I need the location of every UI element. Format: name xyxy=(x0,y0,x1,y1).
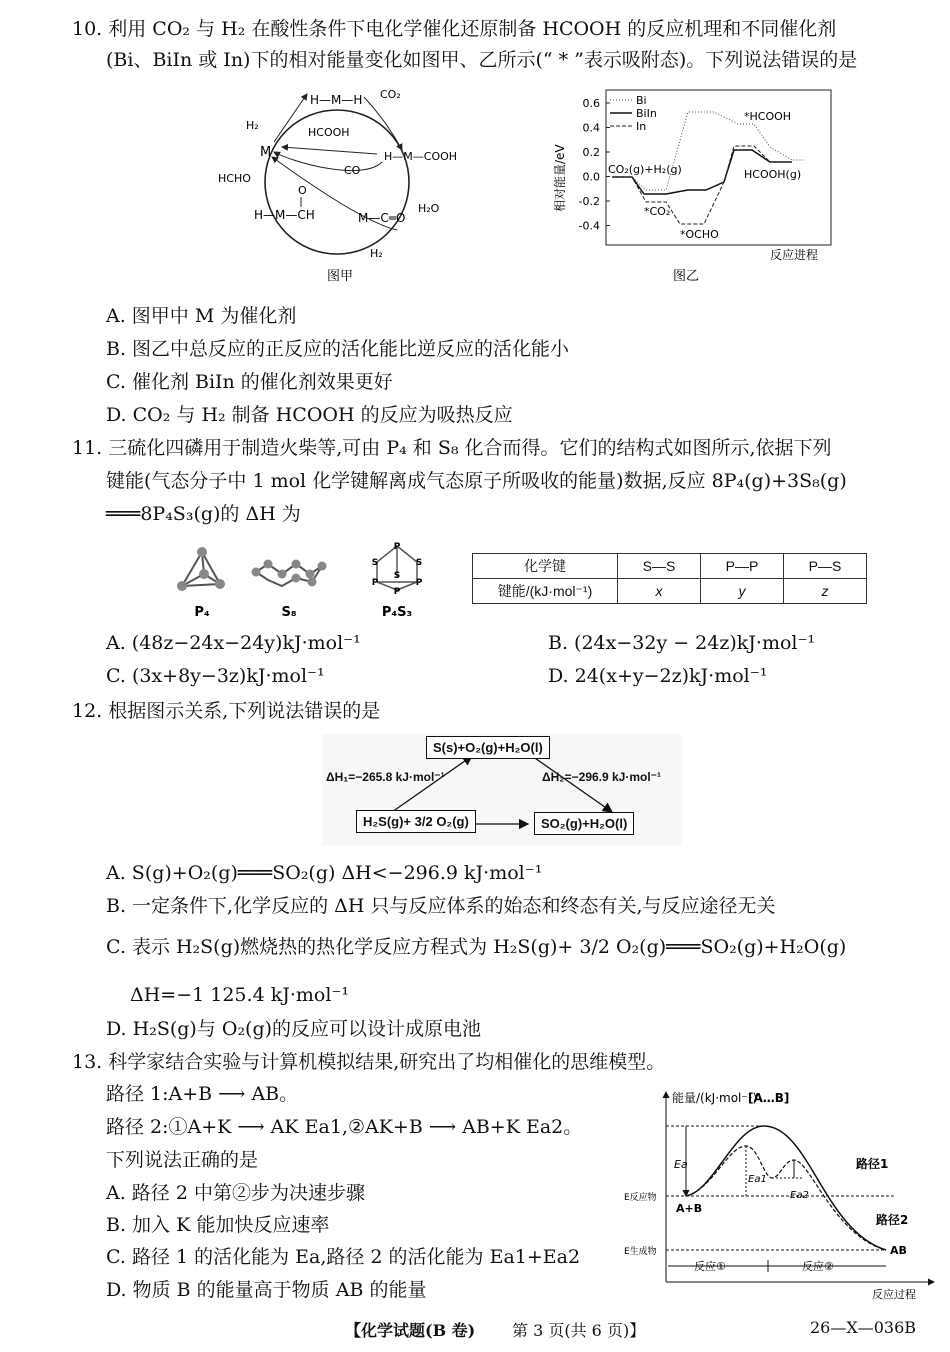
q13-path2: 路径 2:①A+K ⟶ AK Ea1,②AK+B ⟶ AB+K Ea2。 xyxy=(106,1116,583,1138)
yi-caption: 图乙 xyxy=(673,269,700,284)
yi-label-hcoohads: *HCOOH xyxy=(744,110,792,123)
yi-ytick-label: -0.4 xyxy=(578,219,600,233)
q13-option-b: B. 加入 K 能加快反应速率 xyxy=(106,1214,330,1236)
jia-h2o: H₂O xyxy=(418,202,440,215)
mol-p4s3: P₄S₃ xyxy=(381,605,413,620)
svg-text:S: S xyxy=(415,558,423,568)
q13-option-a: A. 路径 2 中第②步为决速步骤 xyxy=(106,1182,365,1204)
q11-option-b: B. (24x−32y − 24z)kJ·mol⁻¹ xyxy=(548,632,816,654)
table-header: P—S xyxy=(784,554,867,579)
svg-text:P: P xyxy=(371,578,379,588)
q13-ts: [A…B] xyxy=(748,1091,790,1105)
yi-ytick-label: 0.0 xyxy=(582,170,600,184)
q13-path1-curve xyxy=(686,1126,889,1250)
q13-ea: Ea xyxy=(674,1158,688,1171)
q13-path1-label: 路径1 xyxy=(856,1157,889,1171)
mol-s8: S₈ xyxy=(281,605,297,620)
footer-title: 【化学试题(B 卷) xyxy=(345,1321,476,1340)
q10-option-c: C. 催化剂 BiIn 的催化剂效果更好 xyxy=(106,371,393,393)
yi-label-ocho: *OCHO xyxy=(680,228,719,241)
q13-ea1: Ea1 xyxy=(748,1174,767,1185)
jia-m: M xyxy=(260,145,272,160)
jia-h2a: H₂ xyxy=(246,119,259,132)
q11-option-c: C. (3x+8y−3z)kJ·mol⁻¹ xyxy=(106,665,325,687)
yi-label-co2: *CO₂ xyxy=(644,205,671,218)
jia-hmch: H—M—CH xyxy=(254,208,315,222)
q13-step2: 反应② xyxy=(802,1260,834,1273)
q12-option-c-dh: ΔH=−1 125.4 kJ·mol⁻¹ xyxy=(130,984,350,1006)
yi-label-start: CO₂(g)+H₂(g) xyxy=(608,163,682,176)
q12-box-left: H₂S(g)+ 3/2 O₂(g) xyxy=(356,810,476,833)
q13-step1: 反应① xyxy=(694,1260,726,1273)
table-cell: z xyxy=(784,579,867,604)
q13-energy-graph xyxy=(624,1086,940,1304)
jia-o: O xyxy=(298,184,307,197)
jia-co2: CO₂ xyxy=(380,88,401,101)
q11-stem-line1: 11. 三硫化四磷用于制造火柴等,可由 P₄ 和 S₈ 化合而得。它们的结构式如图所示,依据下列 xyxy=(72,437,832,459)
svg-text:P: P xyxy=(393,542,401,552)
q12-box-top: S(s)+O₂(g)+H₂O(l) xyxy=(426,736,550,759)
q11-molecules xyxy=(172,538,442,624)
q13-path2-label: 路径2 xyxy=(876,1213,909,1227)
table-header: P—P xyxy=(701,554,784,579)
yi-legend-bi: Bi xyxy=(636,94,647,107)
table-cell: x xyxy=(618,579,701,604)
jia-hcho: HCHO xyxy=(218,172,251,185)
svg-text:P: P xyxy=(393,587,401,597)
mol-p4: P₄ xyxy=(194,605,210,620)
yi-legend-biin: BiIn xyxy=(636,107,657,120)
q13-ylabel: 能量/(kJ·mol⁻¹) xyxy=(672,1091,758,1105)
table-header: S—S xyxy=(618,554,701,579)
q12-option-d: D. H₂S(g)与 O₂(g)的反应可以设计成原电池 xyxy=(106,1018,482,1040)
q13-path1: 路径 1:A+B ⟶ AB。 xyxy=(106,1083,299,1105)
jia-co: CO xyxy=(344,164,361,177)
q12-diagram xyxy=(322,734,682,846)
q10-figure-jia xyxy=(212,82,462,287)
q13-ab-start: A+B xyxy=(676,1202,703,1215)
q13-ab-end: AB xyxy=(890,1244,907,1257)
q12-dh1: ΔH₁=−265.8 kJ·mol⁻¹ xyxy=(326,770,445,784)
footer-code: 26—X—036B xyxy=(810,1318,917,1337)
jia-h2b: H₂ xyxy=(370,247,383,260)
q11-stem-line3: ═══8P₄S₃(g)的 ΔH 为 xyxy=(106,503,301,525)
q11-bond-energy-table xyxy=(472,553,867,604)
q13-ereact: E反应物 xyxy=(624,1193,657,1203)
yi-ylabel: 相对能量/eV xyxy=(553,144,567,212)
yi-curve-in xyxy=(612,146,792,224)
q12-dh2: ΔH₂=−296.9 kJ·mol⁻¹ xyxy=(542,770,662,784)
q13-ask: 下列说法正确的是 xyxy=(106,1149,259,1171)
q11-stem-line2: 键能(气态分子中 1 mol 化学键解离成气态原子所吸收的能量)数据,反应 8P₄(g)+3S₈(g) xyxy=(106,470,847,492)
q12-stem: 12. 根据图示关系,下列说法错误的是 xyxy=(72,700,381,722)
jia-mco: M—C═O xyxy=(358,211,406,225)
q10-option-b: B. 图乙中总反应的正反应的活化能比逆反应的活化能小 xyxy=(106,338,570,360)
q11-option-d: D. 24(x+y−2z)kJ·mol⁻¹ xyxy=(548,665,768,687)
table-header: 化学键 xyxy=(473,554,618,579)
table-cell: 键能/(kJ·mol⁻¹) xyxy=(473,579,618,604)
svg-text:S: S xyxy=(393,571,401,581)
q10-option-a: A. 图甲中 M 为催化剂 xyxy=(106,305,297,327)
yi-legend-in: In xyxy=(636,120,647,133)
q13-ea2: Ea2 xyxy=(790,1190,809,1201)
jia-hcooh: HCOOH xyxy=(308,126,350,139)
q10-stem-line1: 10. 利用 CO₂ 与 H₂ 在酸性条件下电化学催化还原制备 HCOOH 的反应机理和不同催化剂 xyxy=(72,18,837,40)
q12-option-b: B. 一定条件下,化学反应的 ΔH 只与反应体系的始态和终态有关,与反应途径无关 xyxy=(106,895,776,917)
q10-option-d: D. CO₂ 与 H₂ 制备 HCOOH 的反应为吸热反应 xyxy=(106,404,513,426)
q13-eprod: E生成物 xyxy=(624,1247,657,1257)
q13-xlabel: 反应过程 xyxy=(872,1288,916,1301)
yi-label-end: HCOOH(g) xyxy=(744,168,802,181)
table-cell: y xyxy=(701,579,784,604)
yi-ytick-label: 0.2 xyxy=(582,146,600,159)
yi-xlabel: 反应进程 xyxy=(770,248,819,262)
q12-option-c: C. 表示 H₂S(g)燃烧热的热化学反应方程式为 H₂S(g)+ 3/2 O₂(g)═══SO₂(g)+H₂O(g) xyxy=(106,936,847,958)
q13-stem: 13. 科学家结合实验与计算机模拟结果,研究出了均相催化的思维模型。 xyxy=(72,1051,666,1073)
q10-stem-line2: (Bi、BiIn 或 In)下的相对能量变化如图甲、乙所示(“ * ”表示吸附态)。下列说法错误的是 xyxy=(106,49,858,71)
q10-figure-yi xyxy=(548,82,838,287)
yi-ytick-label: 0.4 xyxy=(582,121,600,135)
q13-option-d: D. 物质 B 的能量高于物质 AB 的能量 xyxy=(106,1279,427,1301)
jia-hmh: H—M—H xyxy=(310,93,363,107)
q11-option-a: A. (48z−24x−24y)kJ·mol⁻¹ xyxy=(106,632,361,654)
jia-hmcooh: H—M—COOH xyxy=(384,150,458,163)
svg-text:P: P xyxy=(415,578,423,588)
yi-ytick-label: 0.6 xyxy=(582,97,600,110)
q12-box-right: SO₂(g)+H₂O(l) xyxy=(534,812,634,835)
q13-option-c: C. 路径 1 的活化能为 Ea,路径 2 的活化能为 Ea1+Ea2 xyxy=(106,1246,581,1268)
q12-option-a: A. S(g)+O₂(g)═══SO₂(g) ΔH<−296.9 kJ·mol⁻¹ xyxy=(106,862,543,884)
jia-caption: 图甲 xyxy=(327,269,354,284)
footer-page: 第 3 页(共 6 页)】 xyxy=(512,1321,646,1340)
svg-text:S: S xyxy=(371,558,379,568)
yi-ytick-label: -0.2 xyxy=(578,195,600,208)
